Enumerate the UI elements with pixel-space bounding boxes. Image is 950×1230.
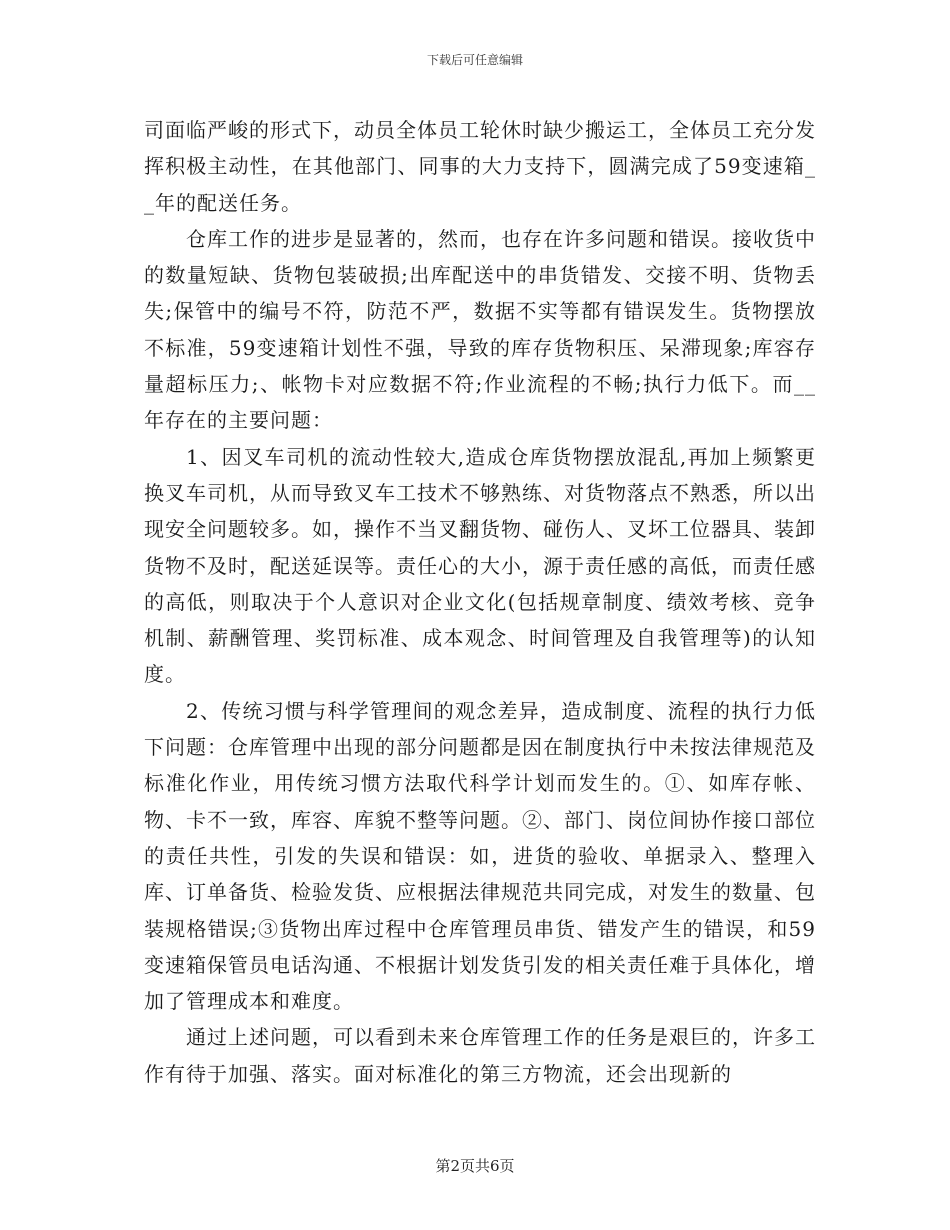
paragraph-2: 仓库工作的进步是显著的，然而，也存在许多问题和错误。接收货中的数量短缺、货物包装破损;出库配送中的串货错发、交接不明、货物丢失;保管中的编号不符，防范不严，数据不实等都有错误发生。货物摆放不标准，59变速箱计划性不强，导致的库存货物积压、呆滞现象;库容存量超标压力;、帐物卡对应数据不符;作业流程的不畅;执行力低下。而__年存在的主要问题： bbox=[144, 226, 816, 433]
page-header: 下载后可任意编辑 bbox=[426, 53, 523, 67]
paragraph-5: 通过上述问题，可以看到未来仓库管理工作的任务是艰巨的，许多工作有待于加强、落实。面对标准化的第三方物流，还会出现新的 bbox=[144, 1025, 816, 1086]
document-body bbox=[144, 112, 816, 1092]
page-number-footer: 第2页共6页 bbox=[435, 1157, 515, 1175]
paragraph-3: 1、因叉车司机的流动性较大,造成仓库货物摆放混乱,再加上频繁更换叉车司机，从而导致叉车工技术不够熟练、对货物落点不熟悉，所以出现安全问题较多。如，操作不当叉翻货物、碰伤人、叉坏工位器具、装卸货物不及时，配送延误等。责任心的大小，源于责任感的高低，而责任感的高低，则取决于个人意识对企业文化(包括规章制度、绩效考核、竞争机制、薪酬管理、奖罚标准、成本观念、时间管理及自我管理等)的认知度。 bbox=[144, 444, 816, 687]
paragraph-1: 司面临严峻的形式下，动员全体员工轮休时缺少搬运工，全体员工充分发挥积极主动性，在其他部门、同事的大力支持下，圆满完成了59变速箱__年的配送任务。 bbox=[144, 118, 816, 215]
paragraph-4: 2、传统习惯与科学管理间的观念差异，造成制度、流程的执行力低下问题：仓库管理中出现的部分问题都是因在制度执行中未按法律规范及标准化作业，用传统习惯方法取代科学计划而发生的。①、如库存帐、物、卡不一致，库容、库貌不整等问题。②、部门、岗位间协作接口部位的责任共性，引发的失误和错误：如，进货的验收、单据录入、整理入库、订单备货、检验发货、应根据法律规范共同完成，对发生的数量、包装规格错误;③货物出库过程中仓库管理员串货、错发产生的错误，和59变速箱保管员电话沟通、不根据计划发货引发的相关责任难于具体化，增加了管理成本和难度。 bbox=[144, 698, 816, 1014]
